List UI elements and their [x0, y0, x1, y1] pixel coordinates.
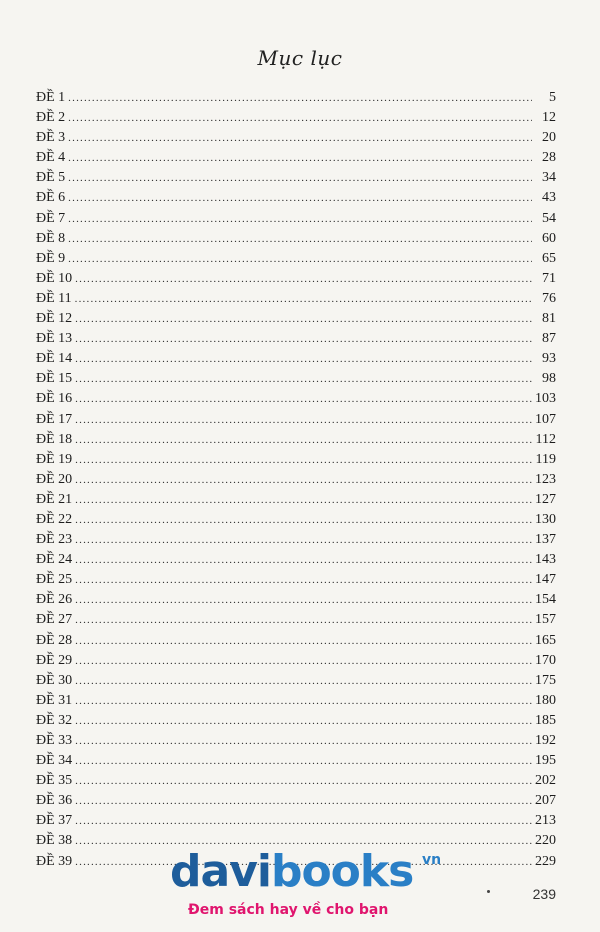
- toc-entry-label: ĐỀ 4: [36, 150, 66, 166]
- toc-dot-leader: [75, 530, 532, 550]
- toc-entry-label: ĐỀ 17: [36, 411, 73, 427]
- toc-entry-label: ĐỀ 7: [36, 210, 66, 226]
- toc-entry-page: 157: [535, 612, 556, 628]
- toc-entry-page: 71: [542, 270, 556, 286]
- toc-entry: [36, 289, 556, 309]
- toc-entry: [36, 309, 556, 329]
- toc-entry-label: ĐỀ 12: [36, 311, 73, 327]
- toc-dot-leader: [75, 550, 532, 570]
- toc-entry: [36, 349, 556, 369]
- toc-dot-leader: [75, 751, 532, 771]
- toc-entry-label: ĐỀ 28: [36, 632, 73, 648]
- toc-entry-label: ĐỀ 16: [36, 391, 73, 407]
- toc-entry-label: ĐỀ 2: [36, 110, 66, 126]
- toc-dot-leader: [75, 570, 532, 590]
- toc-entry: [36, 651, 556, 671]
- toc-entry-page: 192: [535, 733, 556, 748]
- toc-entry-page: 43: [542, 190, 556, 206]
- toc-entry: [36, 771, 556, 791]
- toc-entry-page: 202: [535, 773, 556, 789]
- toc-entry-page: 107: [535, 411, 556, 427]
- toc-entry-page: 213: [535, 813, 556, 829]
- toc-dot-leader: [75, 269, 532, 289]
- toc-entry-page: 180: [535, 692, 556, 708]
- toc-entry-label: ĐỀ 34: [36, 753, 73, 769]
- toc-dot-leader: [75, 430, 532, 450]
- logo-wordmark: [170, 846, 460, 897]
- toc-entry-label: ĐỀ 29: [36, 652, 73, 668]
- toc-entry: [36, 369, 556, 389]
- toc-dot-leader: [75, 610, 532, 630]
- toc-dot-leader: [75, 590, 532, 610]
- toc-entry: [36, 711, 556, 731]
- toc-entry-page: 185: [535, 712, 556, 728]
- toc-entry-page: 34: [542, 170, 556, 186]
- toc-entry-label: ĐỀ 3: [36, 130, 66, 146]
- toc-entry: [36, 530, 556, 550]
- toc-dot-leader: [75, 811, 532, 831]
- toc-entry-label: ĐỀ 15: [36, 371, 73, 387]
- toc-dot-leader: [75, 349, 532, 369]
- toc-entry: [36, 731, 556, 751]
- toc-entry-page: 119: [535, 451, 556, 467]
- toc-entry-label: ĐỀ 22: [36, 511, 73, 527]
- toc-dot-leader: [75, 369, 532, 389]
- toc-entry-label: ĐỀ 18: [36, 431, 73, 447]
- toc-entry-page: 147: [535, 572, 556, 588]
- toc-entry-page: 123: [535, 471, 556, 487]
- toc-dot-leader: [75, 410, 532, 430]
- page-number: 239: [532, 886, 556, 902]
- toc-entry: [36, 490, 556, 510]
- toc-entry-page: 229: [535, 853, 556, 869]
- toc-entry: [36, 329, 556, 349]
- toc-entry: [36, 791, 556, 811]
- toc-entry-page: 65: [542, 250, 556, 266]
- toc-dot-leader: [68, 108, 532, 128]
- toc-entry-page: 165: [535, 632, 556, 648]
- toc-entry: [36, 671, 556, 691]
- toc-dot-leader: [75, 731, 532, 751]
- toc-dot-leader: [75, 309, 532, 329]
- toc-entry: [36, 510, 556, 530]
- toc-entry: [36, 168, 556, 188]
- toc-dot-leader: [68, 229, 532, 249]
- ink-speck: [487, 890, 490, 893]
- toc-dot-leader: [75, 631, 532, 651]
- toc-entry: [36, 88, 556, 108]
- toc-entry: [36, 128, 556, 148]
- toc-entry-label: ĐỀ 9: [36, 250, 66, 266]
- toc-dot-leader: [68, 209, 532, 229]
- toc-dot-leader: [68, 188, 532, 208]
- toc-entry-page: 143: [535, 552, 556, 568]
- toc-entry-page: 76: [542, 290, 556, 306]
- page-title: Mục lục: [257, 46, 343, 70]
- toc-entry-label: ĐỀ 11: [36, 290, 72, 306]
- logo-vn-suffix: vn: [422, 852, 442, 868]
- toc-dot-leader: [75, 470, 532, 490]
- toc-entry: [36, 188, 556, 208]
- toc-entry: [36, 751, 556, 771]
- toc-dot-leader: [75, 691, 532, 711]
- toc-entry-label: ĐỀ 27: [36, 612, 73, 628]
- toc-entry: [36, 410, 556, 430]
- table-of-contents: [36, 88, 556, 872]
- toc-entry: [36, 631, 556, 651]
- toc-entry-page: 5: [549, 90, 556, 105]
- toc-dot-leader: [75, 651, 532, 671]
- toc-entry: [36, 570, 556, 590]
- toc-entry-page: 130: [535, 511, 556, 527]
- toc-dot-leader: [68, 148, 532, 168]
- toc-entry-page: 12: [542, 110, 556, 126]
- toc-entry-label: ĐỀ 19: [36, 451, 73, 467]
- logo-word-books: books: [270, 846, 414, 897]
- toc-entry-page: 60: [542, 230, 556, 246]
- toc-entry-page: 170: [535, 652, 556, 668]
- toc-dot-leader: [75, 490, 532, 510]
- toc-entry-page: 154: [535, 592, 556, 608]
- toc-entry-label: ĐỀ 37: [36, 813, 73, 829]
- toc-dot-leader: [75, 329, 532, 349]
- toc-entry-page: 127: [535, 491, 556, 507]
- toc-dot-leader: [68, 88, 532, 108]
- toc-dot-leader: [75, 771, 532, 791]
- toc-entry-page: 54: [542, 210, 556, 226]
- toc-entry-label: ĐỀ 24: [36, 552, 73, 568]
- toc-entry-page: 195: [535, 753, 556, 769]
- toc-dot-leader: [75, 389, 532, 409]
- toc-dot-leader: [75, 791, 532, 811]
- toc-entry: [36, 470, 556, 490]
- toc-entry-label: ĐỀ 39: [36, 853, 73, 869]
- logo-word-davi: davi: [170, 846, 271, 897]
- toc-entry-label: ĐỀ 23: [36, 532, 73, 548]
- toc-dot-leader: [68, 128, 532, 148]
- toc-entry: [36, 148, 556, 168]
- toc-entry-page: 20: [542, 130, 556, 146]
- toc-entry-label: ĐỀ 30: [36, 672, 73, 688]
- toc-entry-label: ĐỀ 25: [36, 572, 73, 588]
- toc-entry: [36, 108, 556, 128]
- toc-entry-label: ĐỀ 6: [36, 190, 66, 206]
- toc-entry-page: 28: [542, 150, 556, 166]
- toc-entry-page: 137: [535, 532, 556, 548]
- toc-entry: [36, 450, 556, 470]
- toc-entry-page: 175: [535, 672, 556, 688]
- toc-entry-page: 220: [535, 833, 556, 849]
- toc-entry-label: ĐỀ 13: [36, 331, 73, 347]
- toc-entry: [36, 590, 556, 610]
- toc-entry-label: ĐỀ 36: [36, 793, 73, 809]
- toc-entry: [36, 229, 556, 249]
- toc-entry: [36, 610, 556, 630]
- toc-entry-page: 87: [542, 331, 556, 347]
- toc-dot-leader: [75, 671, 532, 691]
- toc-entry-page: 112: [535, 431, 556, 447]
- logo-tagline: Đem sách hay về cho bạn: [188, 902, 389, 918]
- toc-entry: [36, 249, 556, 269]
- toc-entry: [36, 430, 556, 450]
- davibooks-logo: [170, 846, 460, 897]
- toc-entry-label: ĐỀ 38: [36, 833, 73, 849]
- toc-entry-page: 103: [535, 391, 556, 407]
- toc-entry-label: ĐỀ 35: [36, 773, 73, 789]
- toc-entry: [36, 209, 556, 229]
- toc-entry: [36, 269, 556, 289]
- toc-entry: [36, 811, 556, 831]
- toc-entry-label: ĐỀ 32: [36, 712, 73, 728]
- toc-entry: [36, 691, 556, 711]
- toc-entry: [36, 550, 556, 570]
- toc-entry-label: ĐỀ 26: [36, 592, 73, 608]
- toc-entry-label: ĐỀ 14: [36, 351, 73, 367]
- toc-entry: [36, 389, 556, 409]
- toc-entry-label: ĐỀ 21: [36, 491, 73, 507]
- toc-entry-label: ĐỀ 33: [36, 733, 73, 748]
- toc-entry-label: ĐỀ 10: [36, 270, 73, 286]
- toc-dot-leader: [75, 711, 532, 731]
- toc-entry-page: 93: [542, 351, 556, 367]
- toc-dot-leader: [68, 249, 532, 269]
- toc-entry-page: 81: [542, 311, 556, 327]
- toc-entry-label: ĐỀ 31: [36, 692, 73, 708]
- toc-dot-leader: [75, 450, 532, 470]
- toc-entry-page: 98: [542, 371, 556, 387]
- toc-dot-leader: [75, 510, 532, 530]
- toc-entry-label: ĐỀ 8: [36, 230, 66, 246]
- toc-dot-leader: [75, 289, 532, 309]
- toc-entry-label: ĐỀ 5: [36, 170, 66, 186]
- toc-entry-page: 207: [535, 793, 556, 809]
- toc-entry-label: ĐỀ 1: [36, 90, 66, 105]
- toc-entry-label: ĐỀ 20: [36, 471, 73, 487]
- toc-dot-leader: [68, 168, 532, 188]
